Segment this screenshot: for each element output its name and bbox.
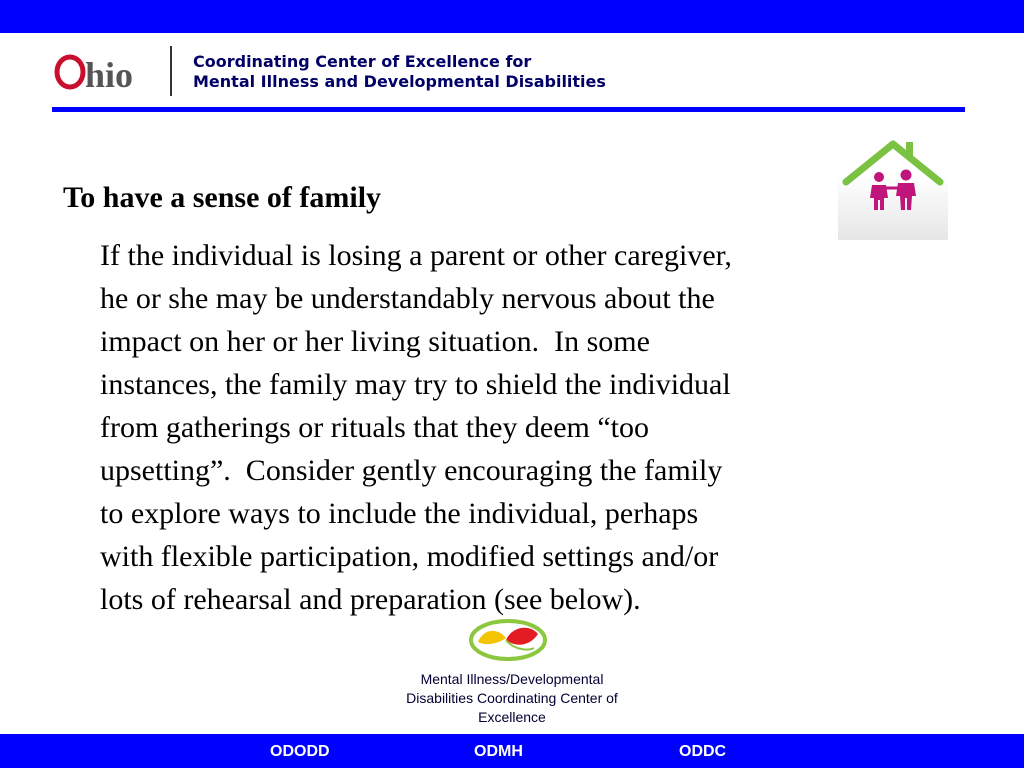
body-line-6: upsetting”. Consider gently encouraging the family <box>100 454 723 487</box>
body-line-4: instances, the family may try to shield the individual <box>100 368 731 401</box>
svg-text:hio: hio <box>85 55 134 95</box>
header-divider <box>170 46 172 96</box>
body-line-9: lots of rehearsal and preparation (see below). <box>100 583 641 616</box>
center-logo-caption <box>362 670 662 727</box>
body-line-7: to explore ways to include the individual, perhaps <box>100 497 699 530</box>
body-line-3: impact on her or her living situation. In some <box>100 325 650 358</box>
body-line-8: with flexible participation, modified settings and/or <box>100 540 719 573</box>
caption-line-2: Disabilities Coordinating Center of <box>406 690 618 706</box>
family-house-icon <box>838 136 948 240</box>
ohio-logo-icon <box>52 46 162 96</box>
header-title <box>193 52 606 92</box>
leaf-logo-icon <box>468 618 548 662</box>
header-title-line-1: Coordinating Center of Excellence for <box>193 52 532 71</box>
caption-line-1: Mental Illness/Developmental <box>420 671 604 687</box>
header-title-line-2: Mental Illness and Developmental Disabilities <box>193 72 606 91</box>
footer-label-ododd: ODODD <box>270 743 330 760</box>
body-line-5: from gatherings or rituals that they deem “too <box>100 411 650 444</box>
footer-label-oddc: ODDC <box>679 743 727 760</box>
caption-line-3: Excellence <box>478 709 546 725</box>
body-line-1: If the individual is losing a parent or other caregiver, <box>100 239 732 272</box>
top-bar <box>0 0 1024 33</box>
slide-body <box>100 234 960 621</box>
slide-heading: To have a sense of family <box>63 181 382 214</box>
footer-label-odmh: ODMH <box>474 743 523 760</box>
header-rule <box>52 107 965 112</box>
body-line-2: he or she may be understandably nervous about the <box>100 282 715 315</box>
